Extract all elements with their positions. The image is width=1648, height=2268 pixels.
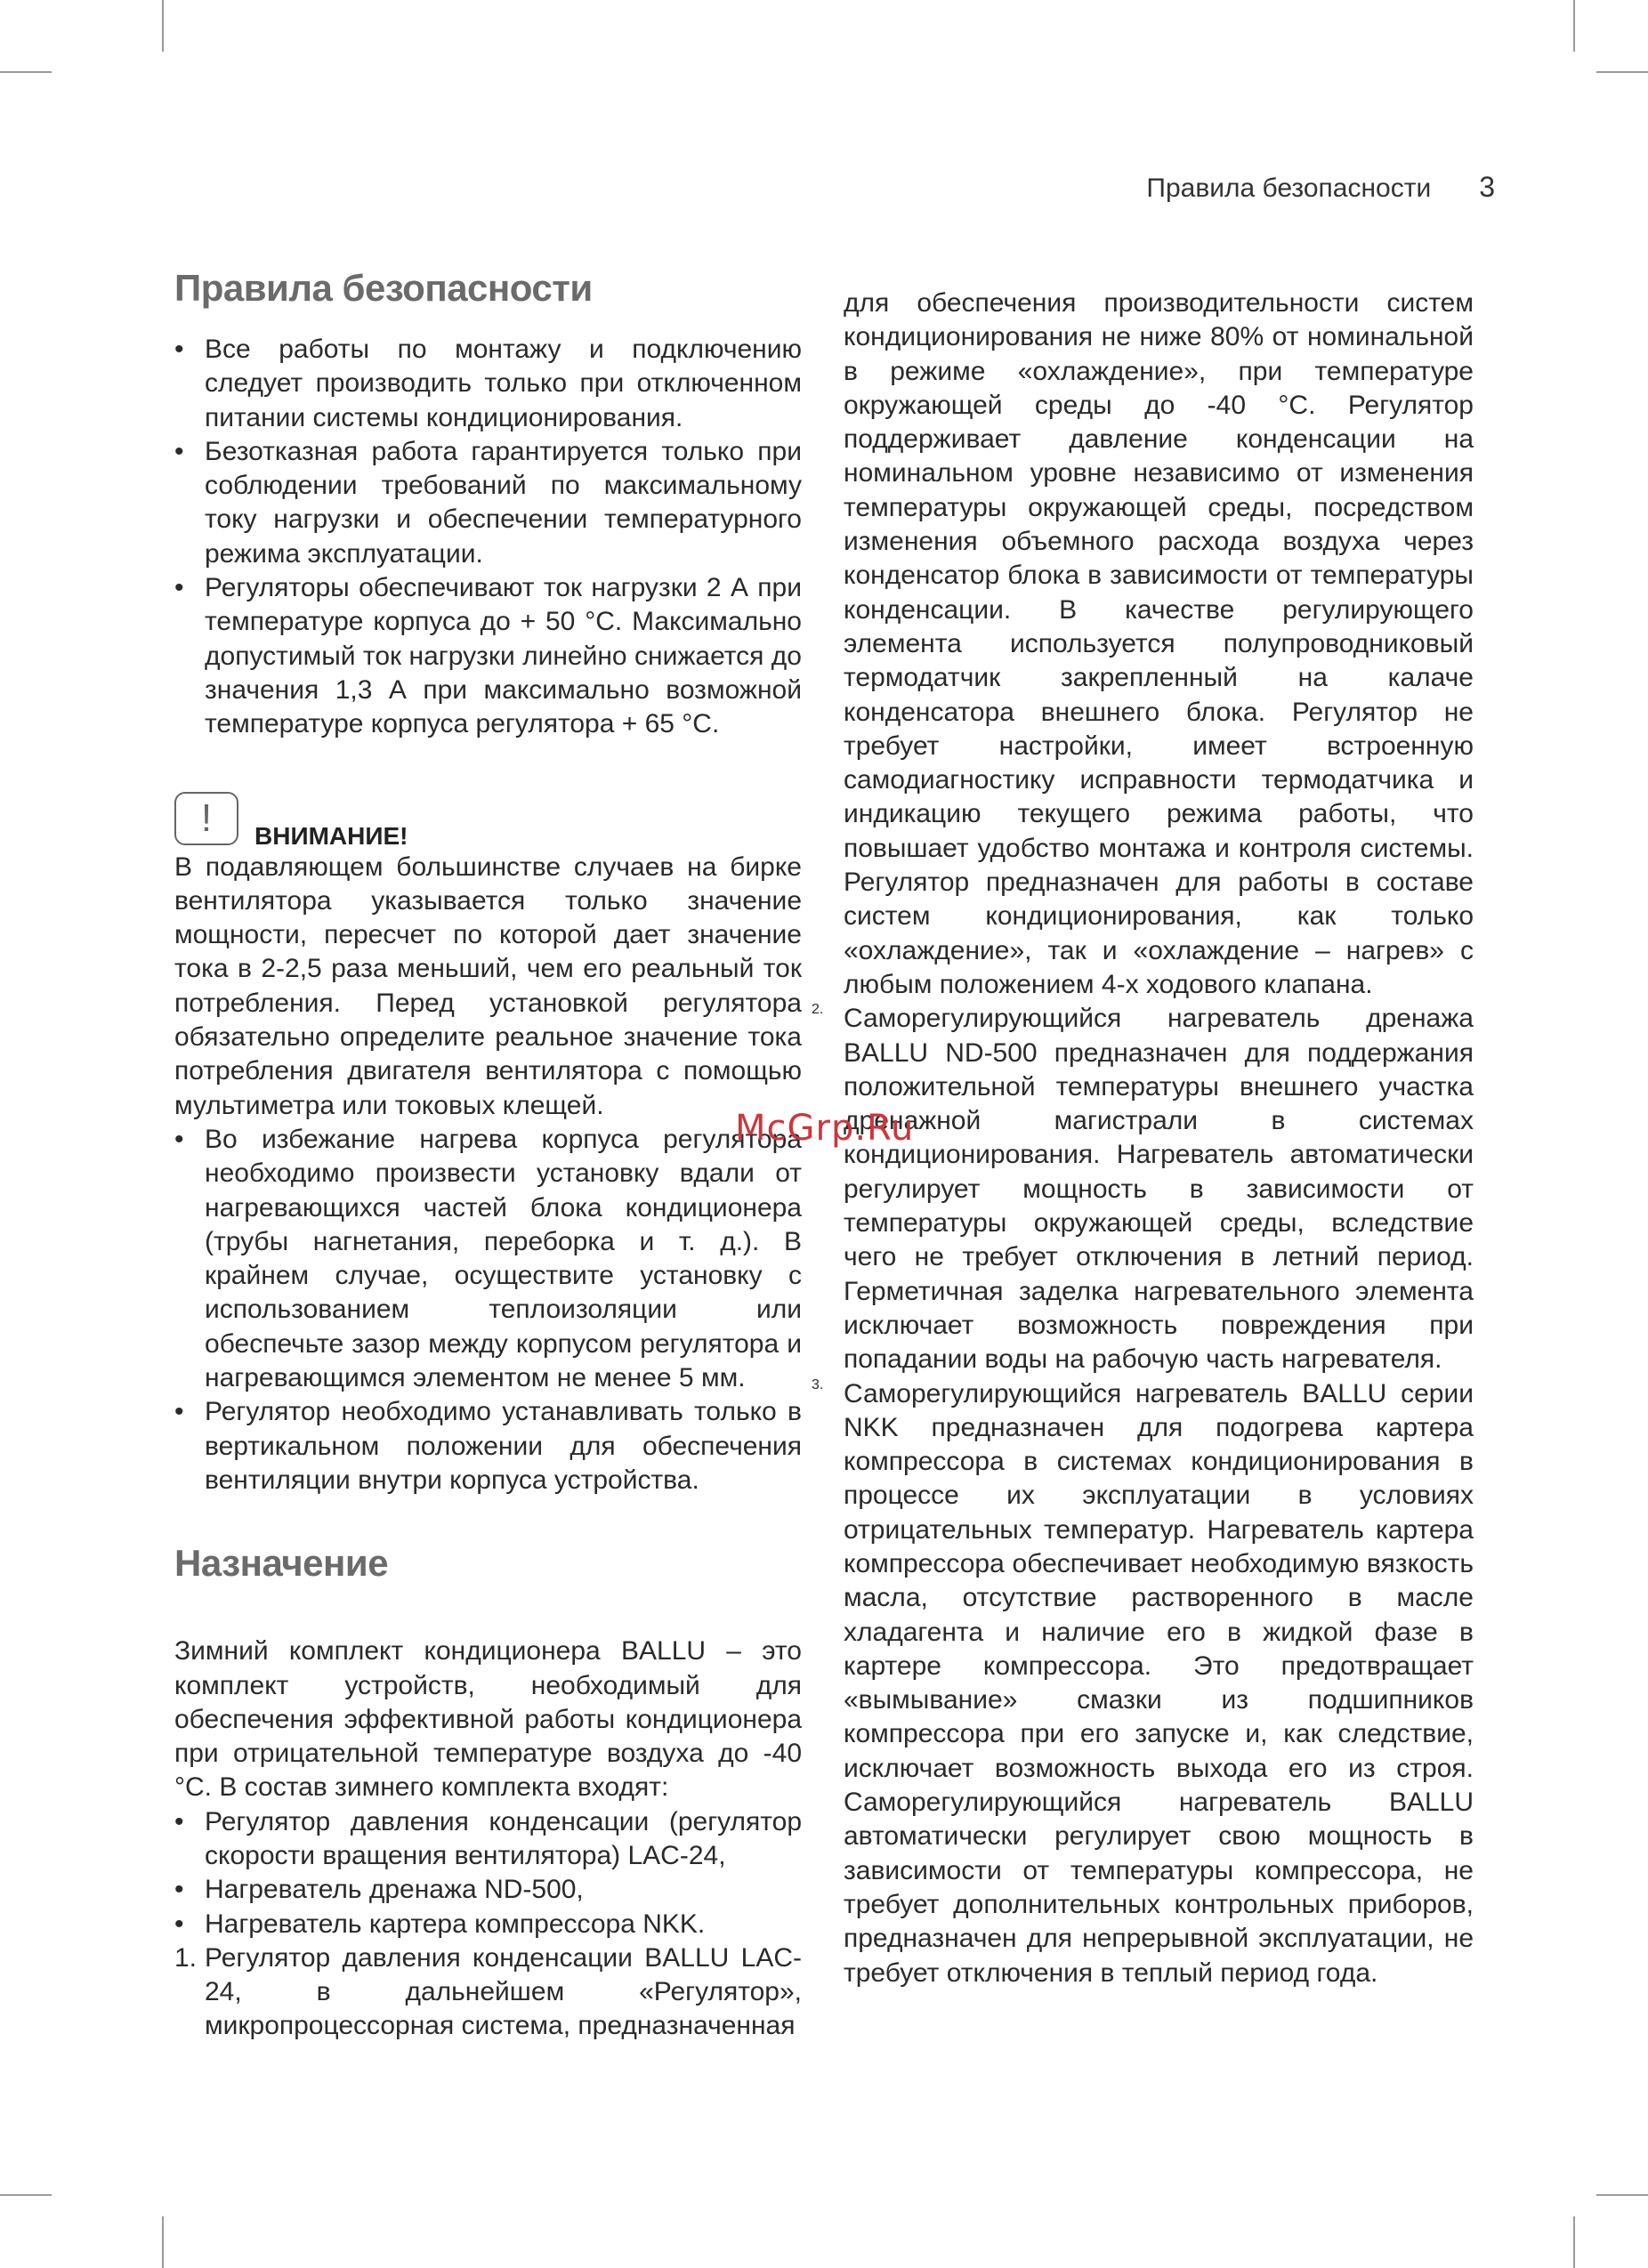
item-3-text: Саморегулирующийся нагреватель BALLU серии NKK предназначен для подогрева картера компрессора в системах кондиционирования в процессе их эксплуатации в условиях отрицательных температур. Нагреватель картера компрессора обеспечивает необходимую вязкость масла, отсутствие растворенного в масле хладагента и наличие его в жидкой фазе в картере компрессора. Это предотвращает «вымывание» смазки из подшипников компрессора при его запуске и, как следствие, исключает возможность выхода его из строя. Саморегулирующийся нагреватель BALLU автоматически регулирует свою мощность в зависимости от температуры компрессора, не требует дополнительных контрольных приборов, предназначен для непрерывной эксплуатации, не требует отключения в теплый период года. — [844, 1378, 1474, 1988]
purpose-intro: Зимний комплект кондиционера BALLU – это комплект устройств, необходимый для обеспечения эффективной работы кондиционера при отрицательной температуре воздуха до -40 °С. В состав зимнего комплекта входят: — [174, 1636, 802, 1803]
crop-mark — [0, 2194, 52, 2196]
crop-mark — [162, 2216, 164, 2268]
crop-mark — [162, 0, 164, 52]
item-2-text: Саморегулирующийся нагреватель дренажа BALLU ND-500 предназначен для поддержания положительной температуры внешнего участка дренажной магистрали в системах кондиционирования. Нагреватель автоматически регулирует мощность в зависимости от температуры окружающей среды, вследствие чего не требует отключения в летний период. Герметичная заделка нагревательного элемента исключает возможность повреждения при попадании воды на рабочую часть нагревателя. — [844, 1004, 1474, 1375]
crop-mark — [0, 71, 52, 73]
safety-list — [174, 333, 802, 742]
warning-header — [174, 792, 802, 850]
list-item: • Все работы по монтажу и подключению следует производить только при отключенном питании системы кондиционирования. — [174, 333, 802, 435]
crop-mark — [1573, 0, 1575, 52]
list-number: 2. — [812, 1002, 824, 1018]
page-number: 3 — [1479, 171, 1495, 203]
safety-title: Правила безопасности — [174, 267, 593, 309]
list-item: • Нагреватель картера компрессора NKK. — [174, 1908, 802, 1941]
list-item: • Нагреватель дренажа ND-500, — [174, 1873, 802, 1907]
crop-mark — [1596, 71, 1648, 73]
crop-mark — [1596, 2194, 1648, 2196]
numbered-list — [174, 1941, 802, 2044]
safety-list-2 — [174, 1123, 802, 1497]
list-item: • Регулятор необходимо устанавливать только в вертикальном положении для обеспечения вентиляции внутри корпуса устройства. — [174, 1395, 802, 1497]
list-item — [812, 1376, 1474, 1990]
list-number: 3. — [812, 1376, 824, 1392]
running-header — [979, 171, 1495, 204]
list-number: 1. — [174, 1942, 198, 1973]
list-item: • Регуляторы обеспечивают ток нагрузки 2 А при температуре корпуса до + 50 °С. Максимально допустимый ток нагрузки линейно снижается до значения 1,3 А при максимально возможной температуре корпуса регулятора + 65 °С. — [174, 571, 802, 741]
warning-title: ВНИМАНИЕ! — [254, 821, 408, 850]
purpose-title: Назначение — [174, 1542, 389, 1585]
item-1-continued: для обеспечения производительности систем кондиционирования не ниже 80% от номинальной в режиме «охлаждение», при температуре окружающей среды до -40 °С. Регулятор поддерживает давление конденсации на номинальном уровне независимо от изменения температуры окружающей среды, посредством изменения объемного расхода воздуха через конденсатор блока в зависимости от температуры конденсации. В качестве регулирующего элемента используется полупроводниковый термодатчик закрепленный на калаче конденсатора внешнего блока. Регулятор не требует настройки, имеет встроенную самодиагностику исправности термодатчика и индикацию текущего режима работы, что повышает удобство монтажа и контроля системы. Регулятор предназначен для работы в составе систем кондиционирования, как только «охлаждение», так и «охлаждение – нагрев» с любым положением 4-х ходового клапана. — [844, 288, 1474, 999]
warning-icon: ! — [174, 792, 238, 845]
list-item: • Во избежание нагрева корпуса регулятора необходимо произвести установку вдали от нагревающихся частей блока кондиционера (трубы нагнетания, переборка и т. д.). В крайнем случае, осуществите установку с использованием теплоизоляции или обеспечьте зазор между корпусом регулятора и нагревающимся элементом не менее 5 мм. — [174, 1123, 802, 1395]
left-column — [174, 267, 802, 2044]
crop-mark — [1573, 2216, 1575, 2268]
item-1-text: Регулятор давления конденсации BALLU LAC-24, в дальнейшем «Регулятор», микропроцессорная система, предназначенная — [205, 1942, 802, 2041]
warning-text: В подавляющем большинстве случаев на бирке вентилятора указывается только значение мощности, пересчет по которой дает значение тока в 2-2,5 раза меньший, чем его реальный ток потребления. Перед установкой регулятора обязательно определите реальное значение тока потребления двигателя вентилятора с помощью мультиметра или токовых клещей. — [174, 852, 802, 1120]
kit-list — [174, 1805, 802, 1941]
list-item: • Безотказная работа гарантируется только при соблюдении требований по максимальному току нагрузки и обеспечении температурного режима эксплуатации. — [174, 435, 802, 571]
watermark: McGrp.Ru — [735, 1108, 915, 1149]
list-item — [174, 1941, 802, 2044]
running-header-title: Правила безопасности — [1146, 174, 1432, 203]
list-item: • Регулятор давления конденсации (регулятор скорости вращения вентилятора) LAC-24, — [174, 1805, 802, 1874]
